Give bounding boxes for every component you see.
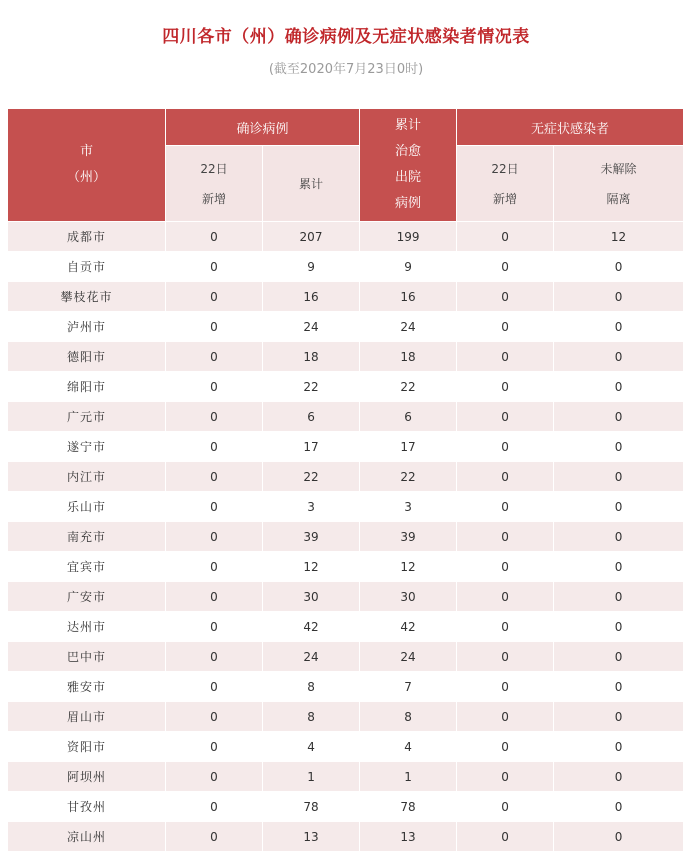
cell-asym-new: 0: [457, 702, 554, 732]
cell-new: 0: [166, 582, 263, 612]
cell-new: 0: [166, 462, 263, 492]
header-unreleased-line1: 未解除: [600, 161, 637, 176]
cell-recovered: 18: [360, 342, 457, 372]
cell-city: 自贡市: [8, 252, 166, 282]
header-recovered-line3: 出院: [395, 170, 422, 185]
cell-city: 遂宁市: [8, 432, 166, 462]
cell-new: 0: [166, 792, 263, 822]
cell-asym-isolated: 0: [554, 492, 684, 522]
cell-city: 巴中市: [8, 642, 166, 672]
cell-new: 0: [166, 282, 263, 312]
cell-recovered: 8: [360, 702, 457, 732]
cell-asym-isolated: 0: [554, 372, 684, 402]
cell-asym-new: 0: [457, 462, 554, 492]
cell-new: 0: [166, 222, 263, 252]
cell-city: 资阳市: [8, 732, 166, 762]
header-unreleased: [554, 146, 684, 222]
cell-total: 8: [263, 672, 360, 702]
cell-recovered: 22: [360, 462, 457, 492]
header-cumulative: 累计: [263, 146, 360, 222]
cell-total: 22: [263, 462, 360, 492]
header-new22-line1: 22日: [200, 161, 228, 176]
cell-city: 攀枝花市: [8, 282, 166, 312]
cases-table: [7, 108, 684, 852]
cell-asym-new: 0: [457, 312, 554, 342]
header-city-line1: 市: [79, 144, 93, 159]
cell-total: 8: [263, 702, 360, 732]
cell-total: 78: [263, 792, 360, 822]
cell-asym-isolated: 0: [554, 582, 684, 612]
cell-new: 0: [166, 822, 263, 852]
cell-total: 207: [263, 222, 360, 252]
table-row: [8, 492, 684, 522]
cell-recovered: 78: [360, 792, 457, 822]
table-row: [8, 792, 684, 822]
cell-new: 0: [166, 252, 263, 282]
cell-recovered: 17: [360, 432, 457, 462]
cell-asym-new: 0: [457, 282, 554, 312]
cell-total: 18: [263, 342, 360, 372]
header-asymptomatic-group: 无症状感染者: [457, 109, 684, 146]
table-row: [8, 582, 684, 612]
cell-asym-isolated: 0: [554, 342, 684, 372]
cell-total: 9: [263, 252, 360, 282]
cell-recovered: 3: [360, 492, 457, 522]
cell-recovered: 7: [360, 672, 457, 702]
header-unreleased-line2: 隔离: [606, 191, 631, 206]
cell-recovered: 22: [360, 372, 457, 402]
cell-asym-new: 0: [457, 552, 554, 582]
cell-recovered: 42: [360, 612, 457, 642]
cell-asym-new: 0: [457, 402, 554, 432]
table-row: [8, 402, 684, 432]
cell-asym-new: 0: [457, 432, 554, 462]
header-asym-new22-line2: 新增: [493, 191, 518, 206]
page-title: 四川各市（州）确诊病例及无症状感染者情况表: [162, 27, 530, 47]
header-recovered-line2: 治愈: [395, 144, 422, 159]
cell-asym-new: 0: [457, 522, 554, 552]
cell-asym-isolated: 0: [554, 432, 684, 462]
cell-asym-new: 0: [457, 672, 554, 702]
header-new22-line2: 新增: [201, 191, 226, 206]
table-row: [8, 672, 684, 702]
cell-recovered: 24: [360, 312, 457, 342]
table-body: [8, 222, 684, 852]
cell-new: 0: [166, 642, 263, 672]
table-row: [8, 342, 684, 372]
cell-recovered: 4: [360, 732, 457, 762]
cell-asym-isolated: 0: [554, 462, 684, 492]
cell-total: 24: [263, 642, 360, 672]
cell-asym-isolated: 0: [554, 402, 684, 432]
cell-asym-isolated: 0: [554, 822, 684, 852]
cell-new: 0: [166, 672, 263, 702]
cell-asym-isolated: 0: [554, 642, 684, 672]
cell-recovered: 16: [360, 282, 457, 312]
page-subtitle: (截至2020年7月23日0时): [268, 62, 424, 77]
cell-total: 42: [263, 612, 360, 642]
cell-new: 0: [166, 492, 263, 522]
cell-city: 乐山市: [8, 492, 166, 522]
cell-new: 0: [166, 702, 263, 732]
cell-city: 宜宾市: [8, 552, 166, 582]
header-city: [8, 109, 166, 222]
cell-asym-isolated: 12: [554, 222, 684, 252]
header-recovered-line4: 病例: [395, 196, 422, 211]
table-row: [8, 432, 684, 462]
cell-asym-isolated: 0: [554, 672, 684, 702]
cell-recovered: 30: [360, 582, 457, 612]
cell-asym-isolated: 0: [554, 792, 684, 822]
cell-new: 0: [166, 372, 263, 402]
table-row: [8, 252, 684, 282]
cell-new: 0: [166, 312, 263, 342]
cell-city: 甘孜州: [8, 792, 166, 822]
cell-asym-new: 0: [457, 792, 554, 822]
cell-asym-isolated: 0: [554, 702, 684, 732]
cell-total: 16: [263, 282, 360, 312]
cell-asym-new: 0: [457, 732, 554, 762]
table-row: [8, 312, 684, 342]
cell-asym-new: 0: [457, 252, 554, 282]
header-new22: [166, 146, 263, 222]
cell-recovered: 199: [360, 222, 457, 252]
table-row: [8, 702, 684, 732]
header-confirmed-group: 确诊病例: [166, 109, 360, 146]
header-city-line2: （州）: [66, 170, 106, 185]
cell-new: 0: [166, 762, 263, 792]
cell-new: 0: [166, 522, 263, 552]
cell-new: 0: [166, 612, 263, 642]
cell-new: 0: [166, 432, 263, 462]
header-asym-new22-line1: 22日: [491, 161, 519, 176]
cell-new: 0: [166, 552, 263, 582]
cell-total: 12: [263, 552, 360, 582]
cell-new: 0: [166, 402, 263, 432]
cell-city: 达州市: [8, 612, 166, 642]
cell-city: 内江市: [8, 462, 166, 492]
table-row: [8, 822, 684, 852]
table-row: [8, 282, 684, 312]
cell-city: 南充市: [8, 522, 166, 552]
cell-city: 德阳市: [8, 342, 166, 372]
cell-total: 4: [263, 732, 360, 762]
cell-city: 凉山州: [8, 822, 166, 852]
cell-asym-isolated: 0: [554, 552, 684, 582]
cell-total: 1: [263, 762, 360, 792]
cell-recovered: 9: [360, 252, 457, 282]
cell-total: 22: [263, 372, 360, 402]
cell-asym-new: 0: [457, 342, 554, 372]
table-row: [8, 372, 684, 402]
cell-asym-new: 0: [457, 492, 554, 522]
cell-asym-new: 0: [457, 582, 554, 612]
cell-asym-isolated: 0: [554, 612, 684, 642]
cell-asym-new: 0: [457, 372, 554, 402]
cell-city: 广元市: [8, 402, 166, 432]
table-row: [8, 522, 684, 552]
cell-recovered: 24: [360, 642, 457, 672]
cell-new: 0: [166, 342, 263, 372]
cell-recovered: 12: [360, 552, 457, 582]
cell-city: 眉山市: [8, 702, 166, 732]
table-row: [8, 642, 684, 672]
cell-total: 13: [263, 822, 360, 852]
cell-asym-new: 0: [457, 822, 554, 852]
cell-asym-new: 0: [457, 612, 554, 642]
cell-asym-isolated: 0: [554, 252, 684, 282]
table-row: [8, 732, 684, 762]
header-recovered: [360, 109, 457, 222]
header-asym-new22: [457, 146, 554, 222]
cell-recovered: 1: [360, 762, 457, 792]
table-row: [8, 462, 684, 492]
table-row: [8, 222, 684, 252]
cell-total: 39: [263, 522, 360, 552]
cell-total: 30: [263, 582, 360, 612]
cell-total: 3: [263, 492, 360, 522]
table-row: [8, 612, 684, 642]
cell-recovered: 6: [360, 402, 457, 432]
cell-city: 泸州市: [8, 312, 166, 342]
cell-city: 绵阳市: [8, 372, 166, 402]
cell-total: 6: [263, 402, 360, 432]
cell-asym-new: 0: [457, 222, 554, 252]
cell-asym-isolated: 0: [554, 762, 684, 792]
cell-asym-isolated: 0: [554, 732, 684, 762]
table-row: [8, 762, 684, 792]
cell-city: 成都市: [8, 222, 166, 252]
table-row: [8, 552, 684, 582]
cell-city: 雅安市: [8, 672, 166, 702]
cell-total: 24: [263, 312, 360, 342]
cell-asym-new: 0: [457, 642, 554, 672]
cell-asym-isolated: 0: [554, 282, 684, 312]
cell-recovered: 13: [360, 822, 457, 852]
cell-city: 阿坝州: [8, 762, 166, 792]
cell-total: 17: [263, 432, 360, 462]
cell-asym-new: 0: [457, 762, 554, 792]
header-recovered-line1: 累计: [395, 118, 422, 133]
cell-recovered: 39: [360, 522, 457, 552]
cell-new: 0: [166, 732, 263, 762]
cell-asym-isolated: 0: [554, 522, 684, 552]
cell-city: 广安市: [8, 582, 166, 612]
cell-asym-isolated: 0: [554, 312, 684, 342]
